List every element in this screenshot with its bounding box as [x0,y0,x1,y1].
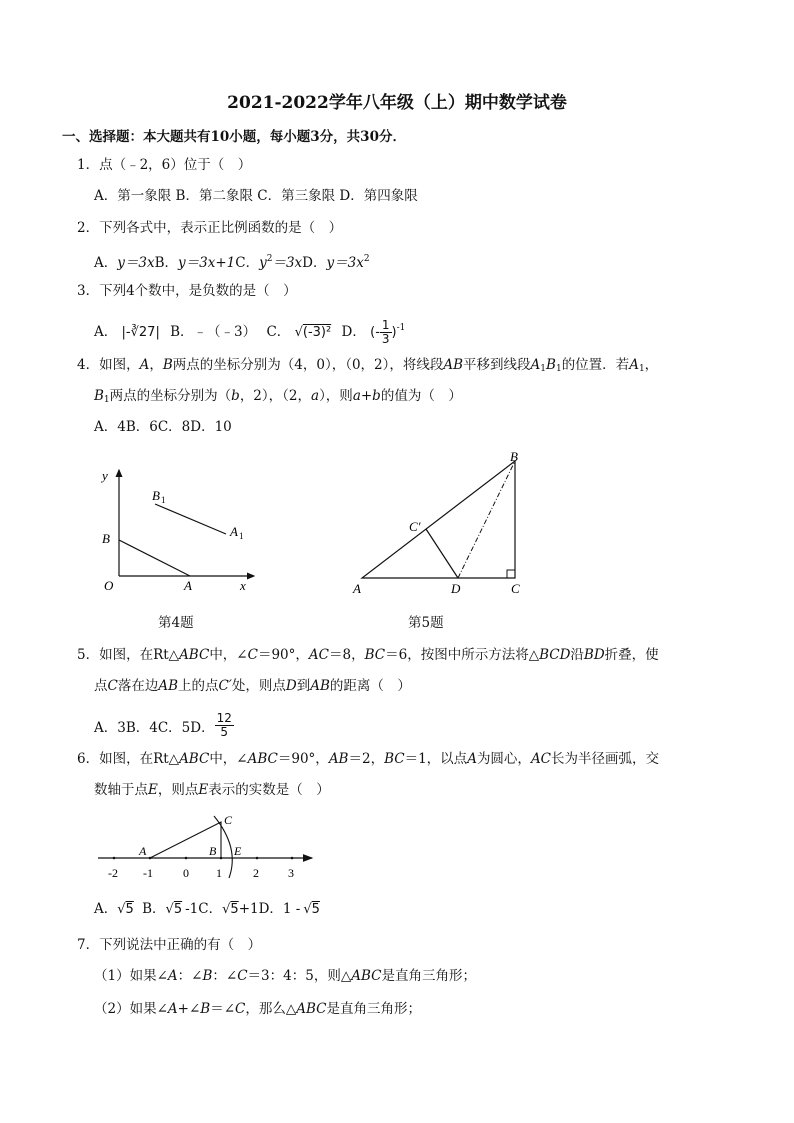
point-A1-subscript: 1 [239,531,244,541]
point-E-label: E [234,844,242,858]
question-7-statement-2: （2）如果∠A+∠B＝∠C，那么△ABC是直角三角形； [94,1001,421,1017]
tick-label: -2 [108,866,118,880]
question-1-options: A．第一象限 B．第二象限 C．第三象限 D．第四象限 [94,188,418,204]
question-5-options: A．3B．4C．5D． $\frac{12}{5}$ [94,711,232,739]
question-5-line-1: 5．如图，在Rt△ABC中，∠C＝90°，AC＝8，BC＝6，按图中所示方法将△BCD沿BD折叠，使 [77,647,659,663]
figure-6-number-line [94,808,322,880]
y-axis-label: y [102,468,108,483]
question-6-options: A．√5 B．√5 -1C．√5+1D．1 - √5 [94,901,320,917]
point-A-label: A [184,578,192,593]
question-7-statement-1: （1）如果∠A：∠B：∠C＝3：4：5，则△ABC是直角三角形； [94,968,476,984]
segment-CpD [426,529,458,578]
point-C-label: C [224,813,233,827]
sqrt-5: √5 [117,902,134,917]
question-4-line-1: 4．如图，A，B两点的坐标分别为（4，0），（0，2），将线段AB平移到线段$A_1B_1$的位置．若$A_1$， [77,357,659,374]
question-6-line-2: 数轴于点E，则点E表示的实数是（ ） [94,782,330,798]
sqrt-expression: √(-3)² [294,325,332,340]
figure-5-triangle [350,446,530,596]
question-2-stem: 2．下列各式中，表示正比例函数的是（ ） [77,220,343,236]
tick-label: 1 [216,866,222,880]
point-D-label: D [451,581,461,596]
point-B1-label: B [152,488,160,503]
point-B-label: B [209,844,217,858]
question-1-stem: 1．点（﹣2，6）位于（ ） [77,157,252,173]
tick-label: 2 [253,866,259,880]
question-4-options: A．4B．6C．8D．10 [94,419,232,435]
question-4-line-2: $B_1$两点的坐标分别为（b，2），（2，a），则a+b的值为（ ） [94,388,462,405]
abs-cuberoot-expression: |-∛27| [121,325,160,340]
fraction-12-over-5: $\frac{12}{5}$ [216,711,232,739]
figure-5-caption: 第5题 [408,615,444,631]
point-C-label: C [511,581,520,596]
question-3-stem: 3．下列4个数中，是负数的是（ ） [77,283,297,299]
point-A-label: A [353,581,361,596]
tick-label: -1 [143,866,153,880]
point-A-label: A [139,844,147,858]
question-6-line-1: 6．如图，在Rt△ABC中，∠ABC＝90°，AB＝2，BC＝1，以点A为圆心，AC长为半径画弧，交 [77,751,660,767]
segment-A1B1 [155,504,226,534]
point-Cprime-label: C′ [409,519,421,534]
section-heading: 一、选择题：本大题共有10小题，每小题3分，共30分． [62,129,406,145]
segment-AB [119,540,190,576]
figure-4-caption: 第4题 [158,615,194,631]
x-axis-label: x [240,578,246,593]
point-B-label: B [510,449,518,464]
fold-line-BD [458,461,515,578]
point-B1-subscript: 1 [161,495,166,505]
triangle-ABC [362,461,515,578]
question-7-stem: 7．下列说法中正确的有（ ） [77,937,262,953]
question-2-options: A．y＝3xB．y＝3x+1C．$y^2=3xD$．$y=3x^2$ [94,254,370,271]
fraction-one-third: $\frac{1}{3}$ [381,318,390,346]
question-3-options: A． |-∛27| B．﹣（﹣3） C． √(-3)² D． (- $\frac{1}{3}$ )$^{-1}$ [94,318,406,346]
point-A1-label: A [230,524,238,539]
point-B-label: B [102,531,110,546]
tick-label: 0 [183,866,189,880]
page-title: 2021-2022学年八年级（上）期中数学试卷 [227,93,567,113]
figure-4-coordinate-plane [94,462,264,602]
origin-label: O [104,578,114,593]
tick-label: 3 [288,866,294,880]
question-5-line-2: 点C落在边AB上的点C′处，则点D到AB的距离（ ） [94,678,411,694]
right-angle-mark [507,570,515,578]
